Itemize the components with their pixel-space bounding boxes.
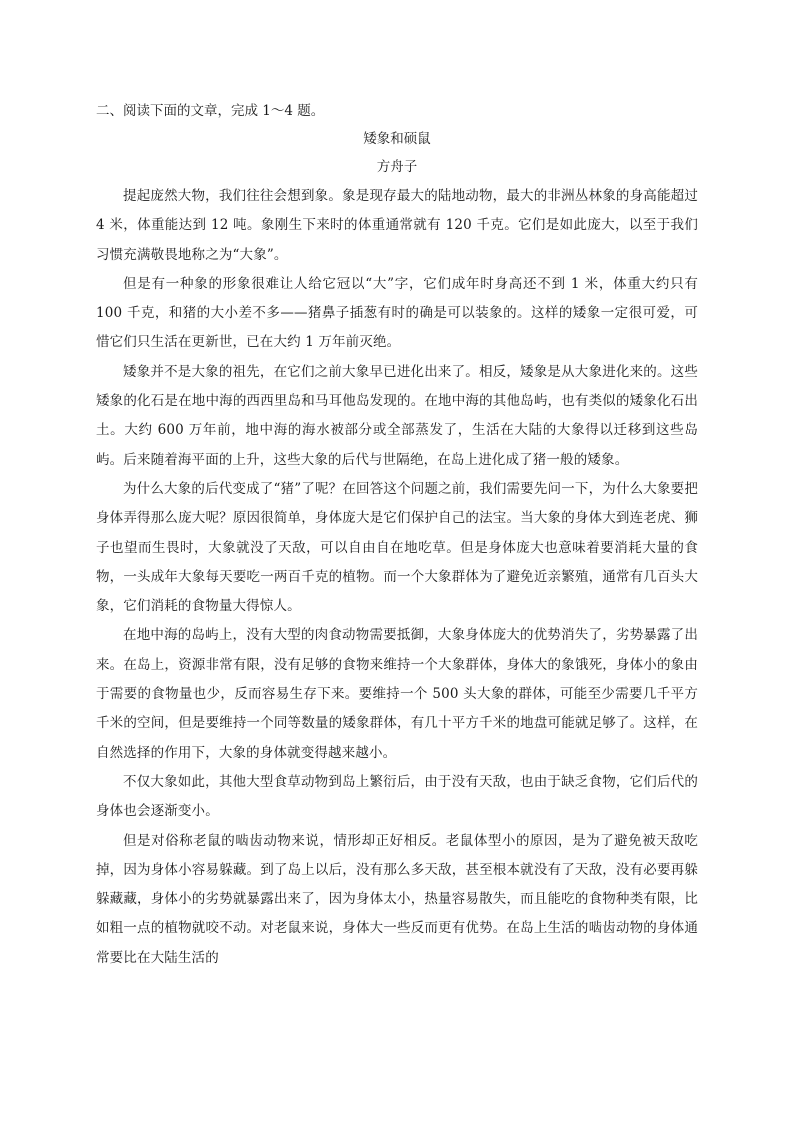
paragraph-7: 但是对俗称老鼠的啮齿动物来说，情形却正好相反。老鼠体型小的原因，是为了避免被天敌吃掉，因为身体小容易躲藏。到了岛上以后，没有那么多天敌，甚至根本就没有了天敌，没有必要再躲躲藏藏，身体小的劣势就暴露出来了，因为身体太小，热量容易散失，而且能吃的食物种类有限，比如粗一点的植物就咬不动。对老鼠来说，身体大一些反而更有优势。在岛上生活的啮齿动物的身体通常要比在大陆生活的: [96, 832, 698, 966]
paragraph-5: 在地中海的岛屿上，没有大型的肉食动物需要抵御，大象身体庞大的优势消失了，劣势暴露了出来。在岛上，资源非常有限，没有足够的食物来维持一个大象群体，身体大的象饿死，身体小的象由于需要的食物量也少，反而容易生存下来。要维持一个 500 头大象的群体，可能至少需要几千平方千米的空间，但是要维持一个同等数量的矮象群体，有几十平方千米的地盘可能就足够了。这样，在自然选择的作用下，大象的身体就变得越来越小。: [96, 627, 698, 761]
document-content: [96, 100, 698, 973]
paragraph-6: 不仅大象如此，其他大型食草动物到岛上繁衍后，由于没有天敌，也由于缺乏食物，它们后代的身体也会逐渐变小。: [96, 773, 698, 820]
paragraph-4: 为什么大象的后代变成了“猪”了呢？在回答这个问题之前，我们需要先问一下，为什么大象要把身体弄得那么庞大呢？原因很简单，身体庞大是它们保护自己的法宝。当大象的身体大到连老虎、狮子也望而生畏时，大象就没了天敌，可以自由自在地吃草。但是身体庞大也意味着要消耗大量的食物，一头成年大象每天要吃一两百千克的植物。而一个大象群体为了避免近亲繁殖，通常有几百头大象，它们消耗的食物量大得惊人。: [96, 480, 698, 615]
paragraph-3: 矮象并不是大象的祖先，在它们之前大象早已进化出来了。相反，矮象是从大象进化来的。这些矮象的化石是在地中海的西西里岛和马耳他岛发现的。在地中海的其他岛屿，也有类似的矮象化石出土。大约 600 万年前，地中海的海水被部分或全部蒸发了，生活在大陆的大象得以迁移到这些岛屿。后来随着海平面的上升，这些大象的后代与世隔绝，在岛上进化成了猪一般的矮象。: [96, 363, 698, 468]
paragraph-1: 提起庞然大物，我们往往会想到象。象是现存最大的陆地动物，最大的非洲丛林象的身高能超过 4 米，体重能达到 12 吨。象刚生下来时的体重通常就有 120 千克。它们是如此庞大，以至于我们习惯充满敬畏地称之为“大象”。: [96, 188, 698, 263]
article-author: 方舟子: [376, 159, 418, 175]
section-heading: 二、阅读下面的文章，完成 1～4 题。: [96, 103, 325, 119]
article-title: 矮象和硕鼠: [363, 131, 431, 147]
paragraph-2: 但是有一种象的形象很难让人给它冠以“大”字，它们成年时身高还不到 1 米，体重大约只有 100 千克，和猪的大小差不多——猪鼻子插葱有时的确是可以装象的。这样的矮象一定很可爱，可惜它们只生活在更新世，已在大约 1 万年前灭绝。: [96, 275, 698, 351]
